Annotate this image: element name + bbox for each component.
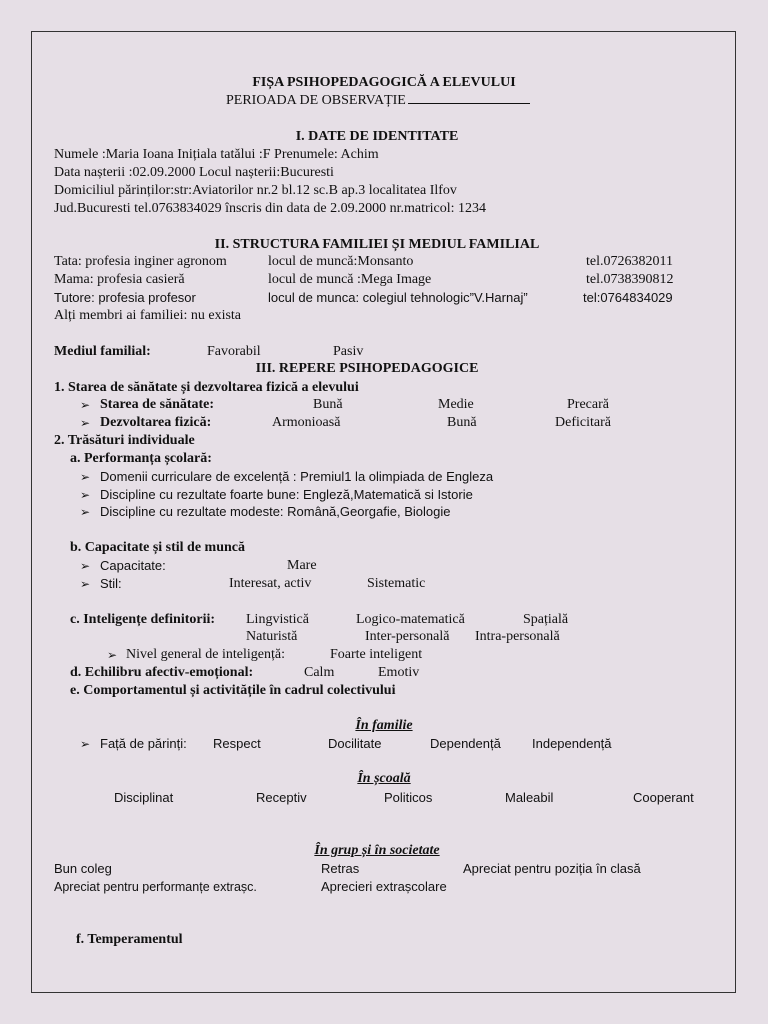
arrow-bullet-icon: ➢ (80, 416, 91, 430)
identity-line-3: Domiciliul părinților:str:Aviatorilor nr.2 bl.12 sc.B ap.3 localitatea Ilfov (54, 183, 457, 198)
excellence-domains: Domenii curriculare de excelență : Premiul1 la olimpiada de Engleza (100, 469, 494, 484)
school-polite: Politicos (384, 790, 433, 805)
modest-subjects: Discipline cu rezultate modeste: Română,Georgafie, Biologie (100, 504, 451, 519)
intelligence-naturalist: Naturistă (246, 629, 298, 644)
father-profession: Tata: profesia inginer agronom (54, 254, 227, 269)
mother-profession: Mama: profesia casieră (54, 272, 185, 287)
general-intelligence-label: Nivel general de inteligență: (126, 647, 285, 662)
parents-docility: Docilitate (328, 736, 382, 751)
capacity-value: Mare (287, 558, 317, 573)
health-good: Bună (313, 397, 343, 412)
parents-dependence: Dependență (430, 736, 501, 751)
physical-development-label: Dezvoltarea fizică: (100, 415, 212, 430)
group-appreciated-position: Apreciat pentru poziția în clasă (463, 861, 641, 876)
identity-heading: I. DATE DE IDENTITATE (295, 129, 459, 144)
intelligences-heading: c. Inteligențe definitorii: (70, 612, 216, 627)
capacity-label: Capacitate: (100, 558, 166, 573)
intelligence-intrapersonal: Intra-personală (475, 629, 560, 644)
style-label: Stil: (100, 576, 122, 591)
group-society-subheading: În grup și în societate (314, 843, 440, 858)
health-poor: Precară (567, 397, 609, 412)
emotional-emotive: Emotiv (378, 665, 420, 680)
group-withdrawn: Retras (321, 861, 360, 876)
health-medium: Medie (438, 397, 474, 412)
style-interested: Interesat, activ (229, 576, 312, 591)
identity-line-4: Jud.Bucuresti tel.0763834029 înscris din data de 2.09.2000 nr.matricol: 1234 (54, 201, 486, 216)
school-performance-heading: a. Performanța școlară: (70, 451, 212, 466)
group-extracurricular: Aprecieri extrașcolare (321, 879, 447, 894)
school-cooperative: Cooperant (633, 790, 694, 805)
other-family-members: Alți membri ai familiei: nu exista (54, 308, 242, 323)
emotional-calm: Calm (304, 665, 335, 680)
intelligence-logical: Logico-matematică (356, 612, 465, 627)
section-1-heading: 1. Starea de sănătate și dezvoltarea fizică a elevului (54, 380, 359, 395)
identity-line-1: Numele :Maria Ioana Inițiala tatălui :F Prenumele: Achim (54, 147, 379, 162)
school-subheading: În școală (357, 771, 411, 786)
family-environment-label: Mediul familial: (54, 344, 151, 359)
tutor-profession: Tutore: profesia profesor (54, 290, 196, 305)
arrow-bullet-icon: ➢ (80, 737, 91, 751)
intelligence-spatial: Spațială (523, 612, 569, 627)
mother-phone: tel.0738390812 (586, 272, 674, 287)
identity-line-2: Data nașterii :02.09.2000 Locul nașterii:Bucuresti (54, 165, 334, 180)
arrow-bullet-icon: ➢ (80, 488, 91, 502)
work-capacity-heading: b. Capacitate și stil de muncă (70, 540, 245, 555)
temperament-heading: f. Temperamentul (76, 932, 183, 947)
health-label: Starea de sănătate: (100, 397, 215, 412)
period-blank-line (408, 92, 530, 104)
father-phone: tel.0726382011 (586, 254, 673, 269)
tutor-workplace: locul de munca: colegiul tehnologic”V.Harnaj” (268, 290, 528, 305)
parents-respect: Respect (213, 736, 261, 751)
intelligence-linguistic: Lingvistică (246, 612, 309, 627)
physical-deficient: Deficitară (555, 415, 611, 430)
parents-independence: Independență (532, 736, 612, 751)
mother-workplace: locul de muncă :Mega Image (268, 272, 432, 287)
physical-good: Bună (447, 415, 477, 430)
arrow-bullet-icon: ➢ (107, 648, 118, 662)
document-title: FIȘA PSIHOPEDAGOGICĂ A ELEVULUI (252, 75, 516, 90)
school-disciplined: Disciplinat (114, 790, 174, 805)
school-malleable: Maleabil (505, 790, 554, 805)
emotional-balance-heading: d. Echilibru afectiv-emoțional: (70, 665, 254, 680)
repere-heading: III. REPERE PSIHOPEDAGOGICE (255, 361, 479, 376)
intelligence-interpersonal: Inter-personală (365, 629, 450, 644)
school-receptive: Receptiv (256, 790, 307, 805)
group-good-colleague: Bun coleg (54, 861, 112, 876)
family-heading: II. STRUCTURA FAMILIEI ȘI MEDIUL FAMILIAL (214, 237, 540, 252)
family-environment-passive: Pasiv (333, 344, 364, 359)
father-workplace: locul de muncă:Monsanto (268, 254, 414, 269)
physical-harmonious: Armonioasă (272, 415, 341, 430)
arrow-bullet-icon: ➢ (80, 470, 91, 484)
arrow-bullet-icon: ➢ (80, 505, 91, 519)
observation-period: PERIOADA DE OBSERVAȚIE (226, 92, 530, 109)
family-environment-favorable: Favorabil (207, 344, 261, 359)
tutor-phone: tel:0764834029 (583, 290, 673, 305)
behavior-heading: e. Comportamentul și activitățile în cadrul colectivului (70, 683, 396, 698)
family-subheading: În familie (355, 718, 413, 733)
arrow-bullet-icon: ➢ (80, 398, 91, 412)
group-appreciated-performance: Apreciat pentru performanțe extrașc. (54, 880, 257, 894)
toward-parents-label: Față de părinți: (100, 736, 187, 751)
style-systematic: Sistematic (367, 576, 426, 591)
section-2-heading: 2. Trăsături individuale (54, 433, 195, 448)
arrow-bullet-icon: ➢ (80, 577, 91, 591)
general-intelligence-value: Foarte inteligent (330, 647, 423, 662)
arrow-bullet-icon: ➢ (80, 559, 91, 573)
very-good-subjects: Discipline cu rezultate foarte bune: Engleză,Matematică si Istorie (100, 487, 473, 502)
